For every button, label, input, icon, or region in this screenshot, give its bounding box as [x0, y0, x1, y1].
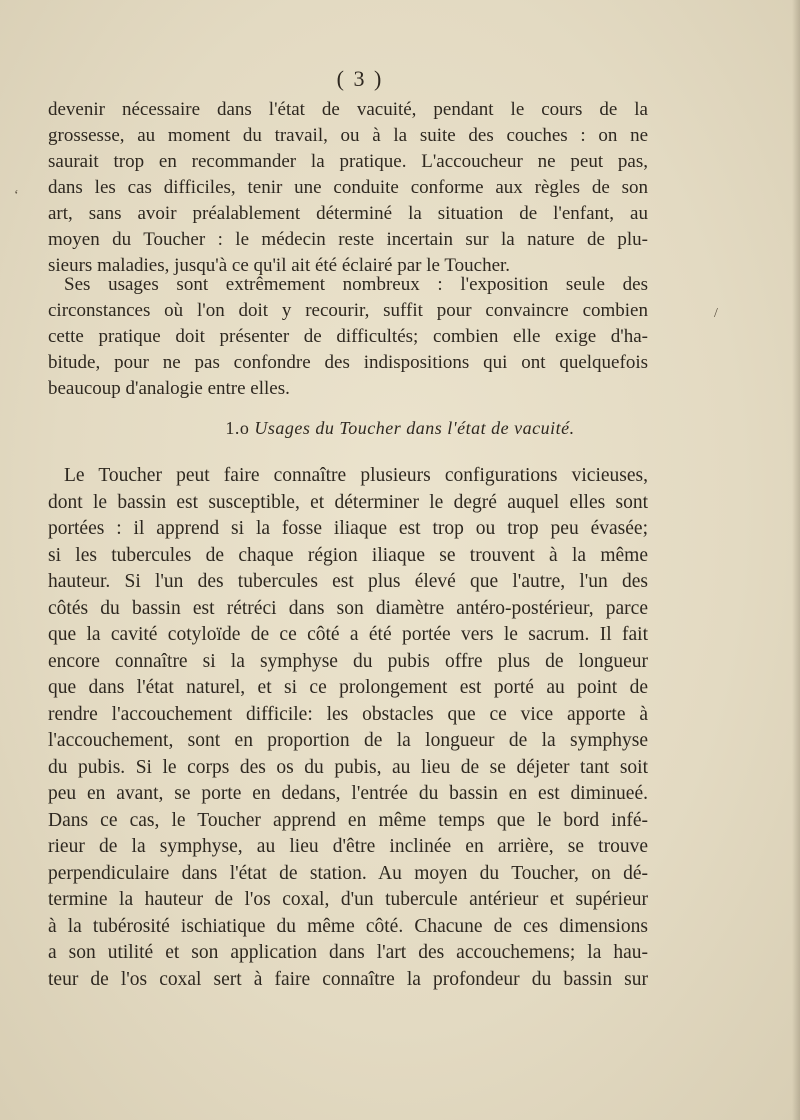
paragraph-2	[48, 272, 648, 402]
text-line: dans les cas difficiles, tenir une conduite conforme aux règles de son	[48, 177, 648, 198]
text-line: que la cavité cotyloïde de ce côté a été portée vers le sacrum. Il fait	[48, 624, 648, 645]
text-line: circonstances où l'on doit y recourir, suffit pour convaincre combien	[48, 300, 648, 321]
text-line: saurait trop en recommander la pratique. L'accoucheur ne peut pas,	[48, 151, 648, 172]
section-title: Usages du Toucher dans l'état de vacuité.	[254, 418, 575, 438]
text-line: bitude, pour ne pas confondre des indispositions qui ont quelquefois	[48, 352, 648, 373]
text-line: art, sans avoir préalablement déterminé la situation de l'enfant, au	[48, 203, 648, 224]
paragraph-1	[48, 97, 648, 279]
text-line: grossesse, au moment du travail, ou à la suite des couches : on ne	[48, 125, 648, 146]
text-line: encore connaître si la symphyse du pubis offre plus de longueur	[48, 650, 648, 672]
text-line: que dans l'état naturel, et si ce prolongement est porté au point de	[48, 677, 648, 698]
text-line: devenir nécessaire dans l'état de vacuité, pendant le cours de la	[48, 99, 648, 120]
text-line: dont le bassin est susceptible, et déterminer le degré auquel elles sont	[48, 491, 648, 513]
section-heading	[0, 418, 800, 439]
text-line: rieur de la symphyse, au lieu d'être inclinée en arrière, se trouve	[48, 836, 648, 857]
text-line: du pubis. Si le corps des os du pubis, au lieu de se déjeter tant soit	[48, 756, 648, 778]
text-line: rendre l'accouchement difficile: les obstacles que ce vice apporte à	[48, 703, 648, 725]
text-line: hauteur. Si l'un des tubercules est plus élevé que l'autre, l'un des	[48, 571, 648, 592]
text-line: Ses usages sont extrêmement nombreux : l'exposition seule des	[64, 274, 648, 295]
text-line: moyen du Toucher : le médecin reste incertain sur la nature de plu-	[48, 229, 648, 250]
text-line: cette pratique doit présenter de difficultés; combien elle exige d'ha-	[48, 326, 648, 347]
paragraph-3	[48, 463, 648, 993]
text-line: sieurs maladies, jusqu'à ce qu'il ait été éclairé par le Toucher.	[48, 255, 511, 276]
text-line: portées : il apprend si la fosse iliaque est trop ou trop peu évasée;	[48, 518, 648, 539]
text-line: l'accouchement, sont en proportion de la longueur de la symphyse	[48, 730, 648, 751]
text-line: peu en avant, se porte en dedans, l'entrée du bassin en est diminueé.	[48, 783, 648, 804]
section-number: 1.o	[225, 418, 250, 438]
page-number: ( 3 )	[336, 66, 384, 91]
margin-tick-mark: ‘	[14, 188, 19, 203]
page-edge-shadow	[792, 0, 800, 1120]
text-line: perpendiculaire dans l'état de station. Au moyen du Toucher, on dé-	[48, 862, 648, 884]
text-line: a son utilité et son application dans l'art des accouchemens; la hau-	[48, 942, 648, 963]
text-line: côtés du bassin est rétréci dans son diamètre antéro-postérieur, parce	[48, 597, 648, 619]
text-line: beaucoup d'analogie entre elles.	[48, 378, 290, 399]
text-line: teur de l'os coxal sert à faire connaître la profondeur du bassin sur	[48, 968, 648, 990]
text-line: Dans ce cas, le Toucher apprend en même temps que le bord infé-	[48, 809, 648, 831]
margin-tick-mark: /	[714, 306, 718, 321]
text-line: si les tubercules de chaque région iliaque se trouvent à la même	[48, 544, 648, 566]
text-line: Le Toucher peut faire connaître plusieurs configurations vicieuses,	[64, 465, 648, 486]
text-line: termine la hauteur de l'os coxal, d'un tubercule antérieur et supérieur	[48, 889, 648, 910]
text-line: à la tubérosité ischiatique du même côté. Chacune de ces dimensions	[48, 915, 648, 937]
